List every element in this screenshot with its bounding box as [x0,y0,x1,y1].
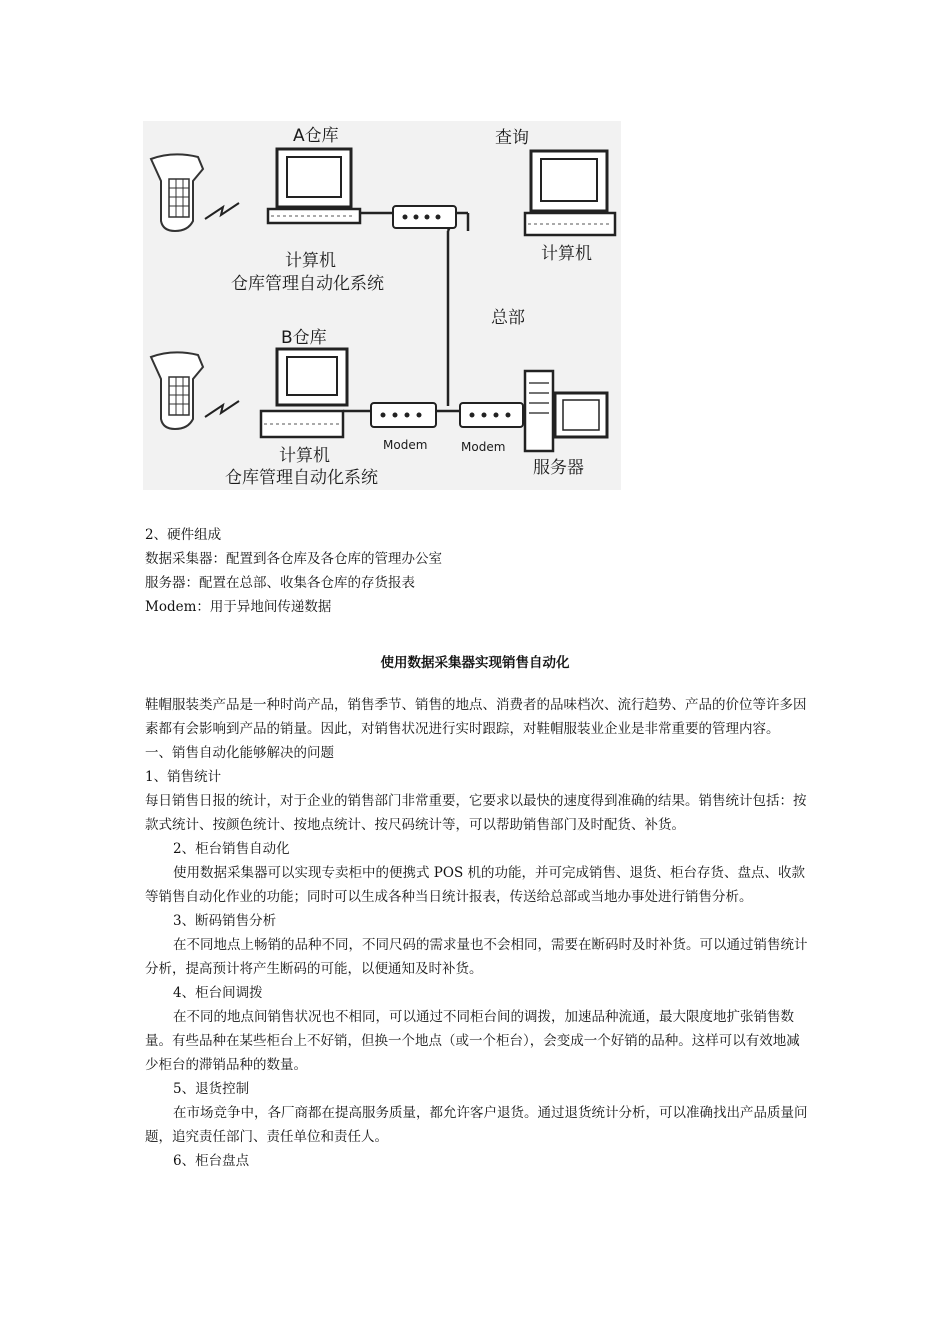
hardware-modem: Modem：用于异地间传递数据 [145,599,332,615]
label-computer-query: 计算机 [541,244,592,264]
item-4-body: 在不同的地点间销售状况也不相同，可以通过不同柜台间的调拨，加速品种流通，最大限度地扩张销售数量。有些品种在某些柜台上不好销，但换一个地点（或一个柜台），会变成一个好销的品种。这样可以有效地减少柜台的滞销品种的数量。 [145,1009,800,1073]
label-modem-2: Modem [461,440,506,454]
label-system-b: 仓库管理自动化系统 [225,468,378,488]
label-warehouse-a: A仓库 [293,126,339,146]
hardware-collector: 数据采集器：配置到各仓库及各仓库的管理办公室 [145,551,442,567]
modem-bottom-2-icon [460,403,523,427]
modem-bottom-1-icon [371,403,436,427]
item-3-body: 在不同地点上畅销的品种不同，不同尺码的需求量也不会相同，需要在断码时及时补货。可以通过销售统计分析，提高预计将产生断码的可能，以便通知及时补货。 [145,937,808,977]
item-5-body: 在市场竞争中，各厂商都在提高服务质量，都允许客户退货。通过退货统计分析，可以准确找出产品质量问题，追究责任部门、责任单位和责任人。 [145,1105,808,1145]
label-system-a: 仓库管理自动化系统 [231,274,384,294]
hardware-heading: 2、硬件组成 [145,527,222,543]
label-computer-b: 计算机 [279,446,330,466]
label-headquarters: 总部 [491,308,525,328]
section-title: 使用数据采集器实现销售自动化 [380,655,570,671]
item-6-title: 6、柜台盘点 [173,1153,250,1169]
computer-query-icon [525,151,615,235]
problems-heading: 一、销售自动化能够解决的问题 [145,745,334,761]
label-modem-1: Modem [383,438,428,452]
item-5-title: 5、退货控制 [173,1081,250,1097]
label-warehouse-b: B仓库 [281,328,327,348]
label-query: 查询 [495,128,529,148]
item-2-title: 2、柜台销售自动化 [173,841,290,857]
modem-top-icon [393,206,456,228]
computer-a-icon [268,149,360,223]
label-server: 服务器 [533,458,584,478]
item-1-title: 1、销售统计 [145,769,222,785]
label-computer-a: 计算机 [285,251,336,271]
hardware-server: 服务器：配置在总部、收集各仓库的存货报表 [145,575,415,591]
network-diagram [143,121,621,490]
hardware-section [145,523,825,619]
item-4-title: 4、柜台间调拨 [173,985,263,1001]
item-3-title: 3、断码销售分析 [173,913,277,929]
intro-paragraph: 鞋帽服装类产品是一种时尚产品，销售季节、销售的地点、消费者的品味档次、流行趋势、产品的价位等许多因素都有会影响到产品的销量。因此，对销售状况进行实时跟踪，对鞋帽服装业企业是非常重要的管理内容。 [145,697,807,737]
item-2-body: 使用数据采集器可以实现专卖柜中的便携式 POS 机的功能，并可完成销售、退货、柜台存货、盘点、收款等销售自动化作业的功能；同时可以生成各种当日统计报表，传送给总部或当地办事处进行销售分析。 [145,865,805,905]
item-1-body: 每日销售日报的统计，对于企业的销售部门非常重要，它要求以最快的速度得到准确的结果。销售统计包括：按款式统计、按颜色统计、按地点统计、按尺码统计等，可以帮助销售部门及时配货、补货。 [145,793,807,833]
sales-automation-body [145,693,810,1173]
